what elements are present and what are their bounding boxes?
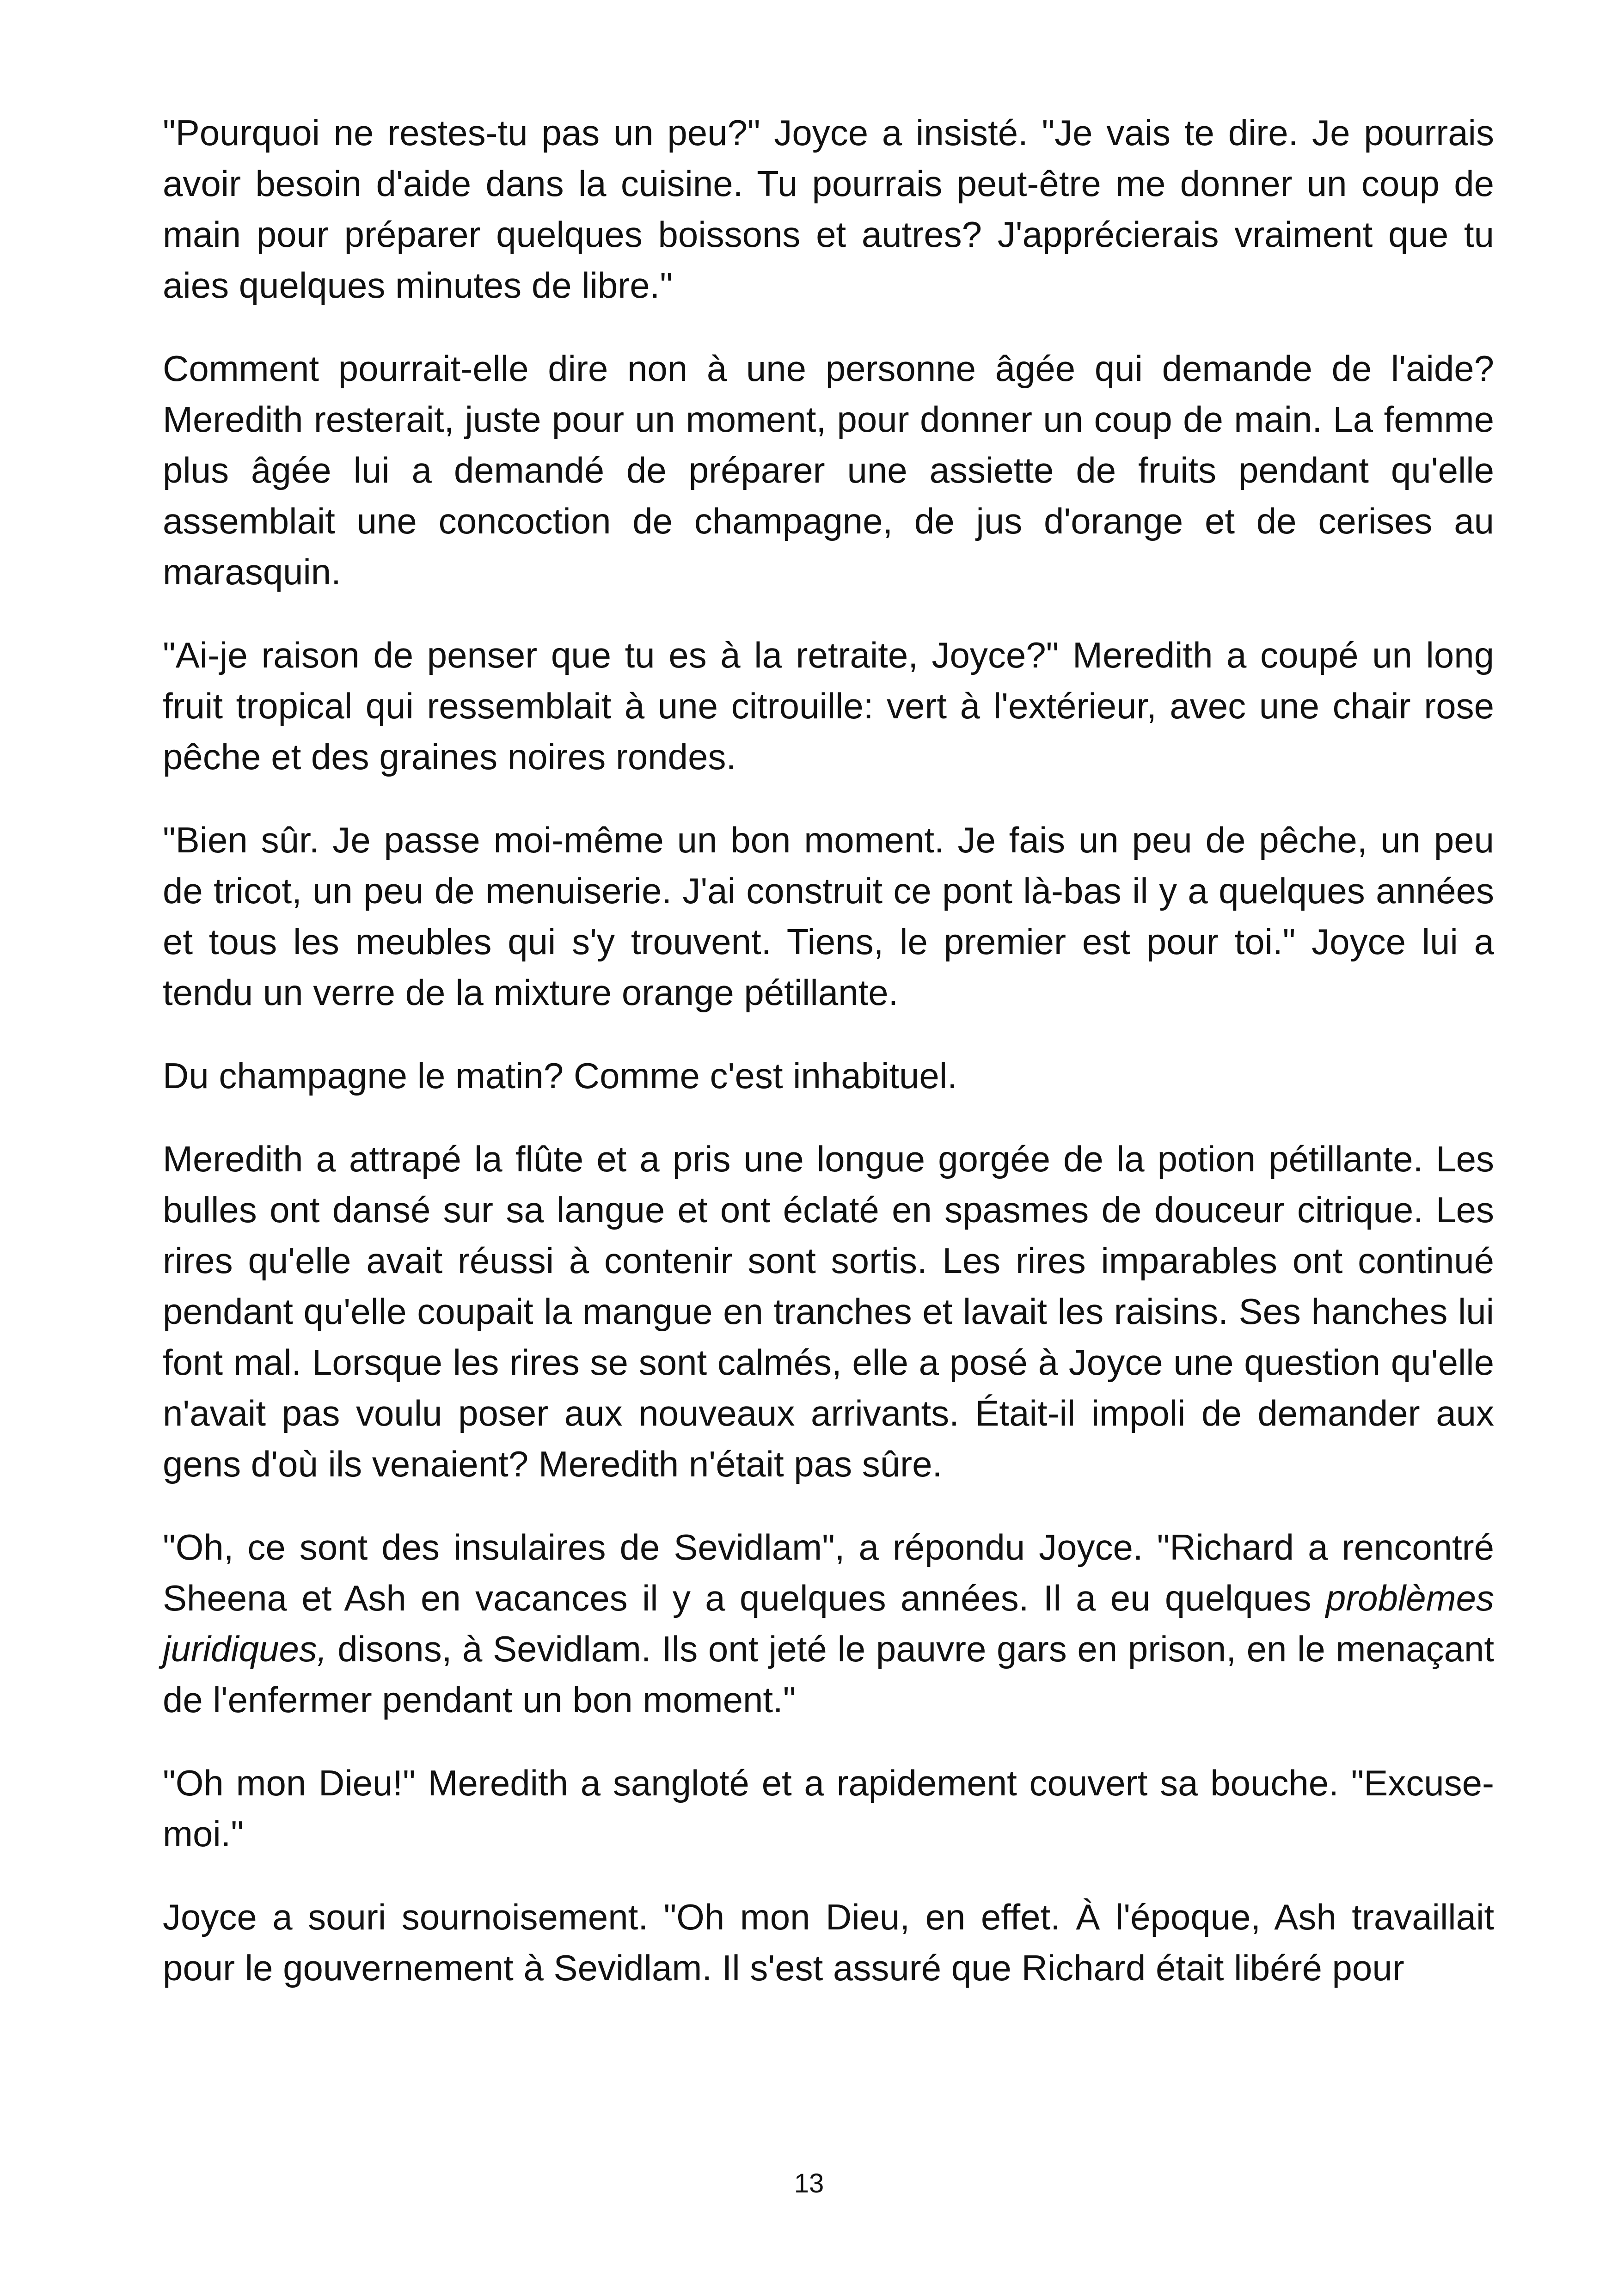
paragraph-7: [163, 1522, 1494, 1725]
paragraph-3: "Ai-je raison de penser que tu es à la retraite, Joyce?" Meredith a coupé un long fruit tropical qui ressemblait à une citrouille: vert à l'extérieur, avec une chair rose pêche et des graines noires rondes.: [163, 635, 1494, 777]
page-number: 13: [794, 2168, 824, 2198]
paragraph-1: "Pourquoi ne restes-tu pas un peu?" Joyce a insisté. "Je vais te dire. Je pourrais avoir besoin d'aide dans la cuisine. Tu pourrais peut-être me donner un coup de main pour préparer quelques boissons et autres? J'apprécierais vraiment que tu aies quelques minutes de libre.": [163, 112, 1494, 306]
body-text: [163, 107, 1494, 2026]
paragraph-4: "Bien sûr. Je passe moi-même un bon moment. Je fais un peu de pêche, un peu de tricot, un peu de menuiserie. J'ai construit ce pont là-bas il y a quelques années et tous les meubles qui s'y trouvent. Tiens, le premier est pour toi." Joyce lui a tendu un verre de la mixture orange pétillante.: [163, 820, 1494, 1013]
paragraph-7-start: "Oh, ce sont des insulaires de Sevidlam", a répondu Joyce. "Richard a rencontré Sheena et Ash en vacances il y a quelques années. Il a eu quelques: [163, 1527, 1494, 1618]
paragraph-5: Du champagne le matin? Comme c'est inhabituel.: [163, 1055, 957, 1096]
paragraph-8: "Oh mon Dieu!" Meredith a sangloté et a rapidement couvert sa bouche. "Excuse-moi.": [163, 1763, 1494, 1854]
italic-phrase: problèmes juridiques,: [163, 1578, 1494, 1669]
paragraph-7-end: disons, à Sevidlam. Ils ont jeté le pauvre gars en prison, en le menaçant de l'enfermer pendant un bon moment.": [163, 1629, 1494, 1720]
paragraph-6: Meredith a attrapé la flûte et a pris une longue gorgée de la potion pétillante. Les bulles ont dansé sur sa langue et ont éclaté en spasmes de douceur citrique. Les rires qu'elle avait réussi à contenir sont sortis. Les rires imparables ont continué pendant qu'elle coupait la mangue en tranches et lavait les raisins. Ses hanches lui font mal. Lorsque les rires se sont calmés, elle a posé à Joyce une question qu'elle n'avait pas voulu poser aux nouveaux arrivants. Était-il impoli de demander aux gens d'où ils venaient? Meredith n'était pas sûre.: [163, 1139, 1494, 1484]
paragraph-2: Comment pourrait-elle dire non à une personne âgée qui demande de l'aide? Meredith resterait, juste pour un moment, pour donner un coup de main. La femme plus âgée lui a demandé de préparer une assiette de fruits pendant qu'elle assemblait une concoction de champagne, de jus d'orange et de cerises au marasquin.: [163, 348, 1494, 592]
paragraph-9: Joyce a souri sournoisement. "Oh mon Dieu, en effet. À l'époque, Ash travaillait pour le gouvernement à Sevidlam. Il s'est assuré que Richard était libéré pour: [163, 1897, 1494, 1988]
